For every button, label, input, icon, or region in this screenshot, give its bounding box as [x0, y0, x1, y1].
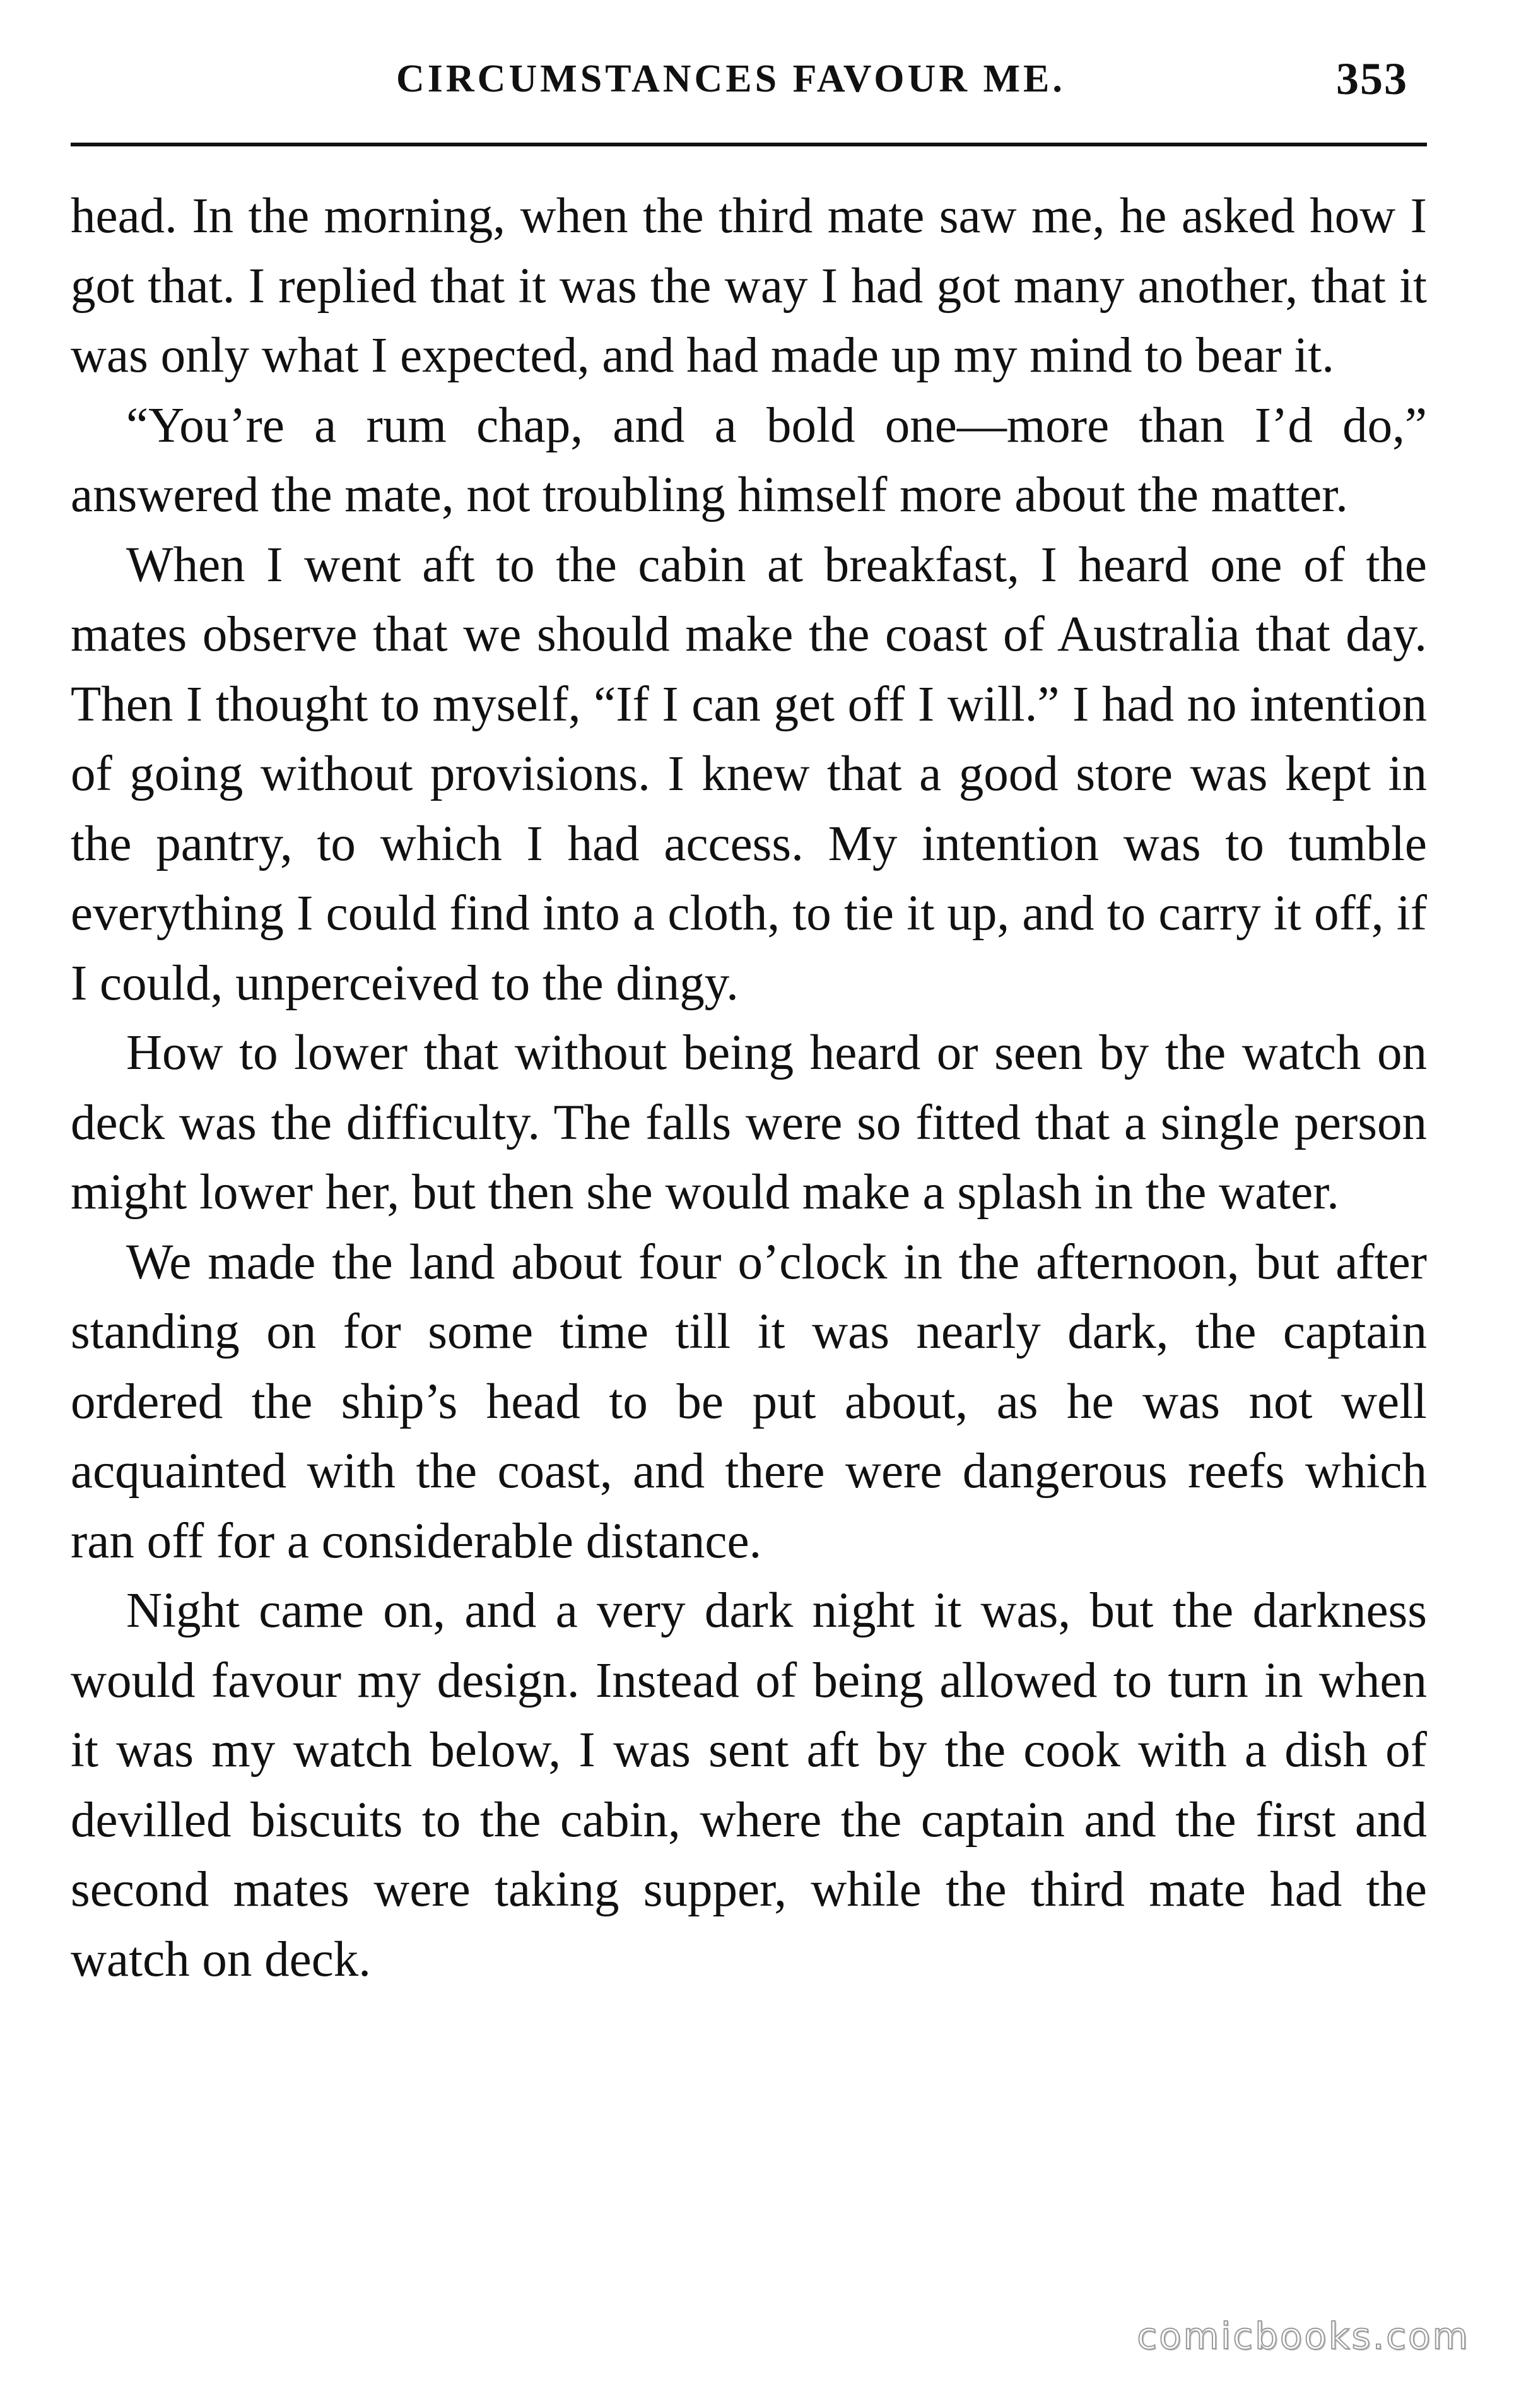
watermark: comicbooks.com [1137, 2315, 1470, 2358]
header-rule [71, 143, 1427, 146]
body-text [71, 182, 1427, 1995]
paragraph-3: When I went aft to the cabin at breakfast, I heard one of the mates observe that we should make the coast of Australia that day. Then I thought to myself, “If I can get off I will.” I had no intention of going without provisions. I knew that a good store was kept in the pantry, to which I had access. My intention was to tumble everything I could find into a cloth, to tie it up, and to carry it off, if I could, unperceived to the dingy. [71, 537, 1427, 1011]
paragraph-5: We made the land about four o’clock in the afternoon, but after standing on for some time till it was nearly dark, the captain ordered the ship’s head to be put about, as he was not well acquainted with the coast, and there were dangerous reefs which ran off for a considerable distance. [71, 1234, 1427, 1569]
page-header [71, 45, 1427, 115]
paragraph-4: How to lower that without being heard or seen by the watch on deck was the difficulty. The falls were so fitted that a single person might lower her, but then she would make a splash in the water. [71, 1025, 1427, 1220]
paragraph-2: “You’re a rum chap, and a bold one—more than I’d do,” answered the mate, not troubling himself more about the matter. [71, 398, 1427, 522]
paragraph-6: Night came on, and a very dark night it was, but the darkness would favour my design. Instead of being allowed to turn in when it was my watch below, I was sent aft by the cook with a dish of devilled biscuits to the cabin, where the captain and the first and second mates were taking supper, while the third mate had the watch on deck. [71, 1583, 1427, 1987]
paragraph-1: head. In the morning, when the third mate saw me, he asked how I got that. I replied that it was the way I had got many another, that it was only what I expected, and had made up my mind to bear it. [71, 189, 1427, 383]
running-head: CIRCUMSTANCES FAVOUR ME. [396, 57, 1065, 100]
page-number: 353 [1336, 54, 1408, 104]
